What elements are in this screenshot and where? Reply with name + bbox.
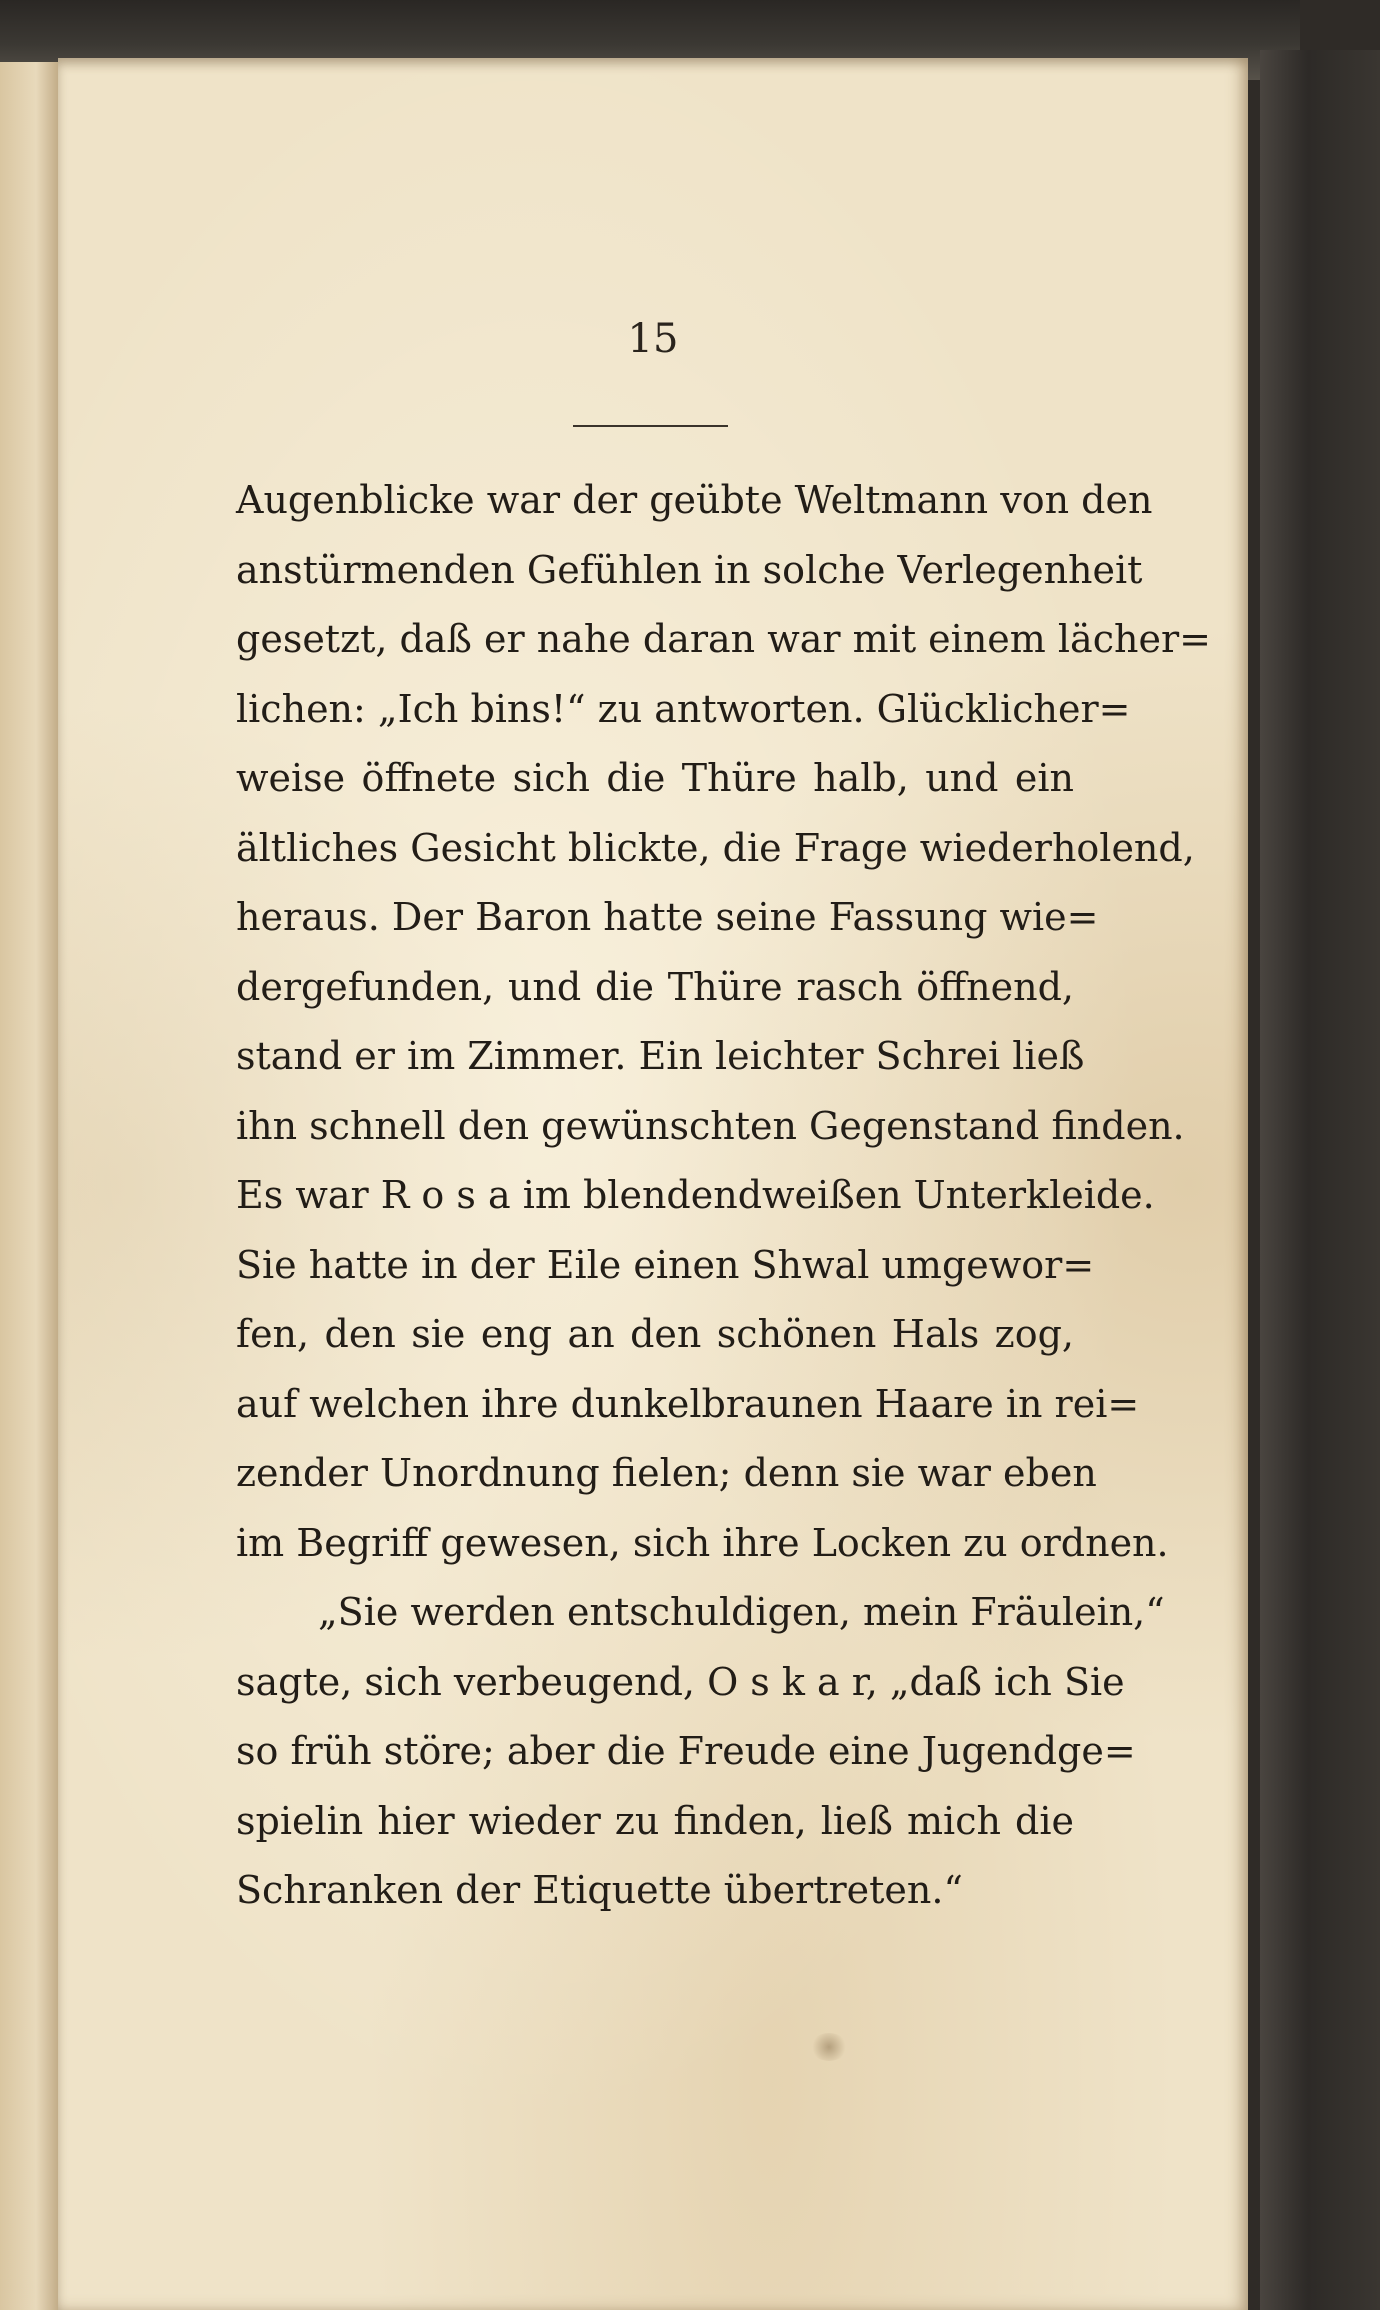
facing-page-edge bbox=[0, 62, 60, 2310]
text-line: spielin hier wieder zu finden, ließ mich die bbox=[236, 1798, 1074, 1843]
page-number: 15 bbox=[627, 316, 679, 362]
page-number-rule bbox=[573, 425, 728, 427]
book-page bbox=[58, 58, 1248, 2310]
text-line: so früh störe; aber die Freude eine Jugendge= bbox=[236, 1729, 1136, 1773]
text-line: gesetzt, daß er nahe daran war mit einem lächer= bbox=[236, 617, 1211, 661]
text-line: Augenblicke war der geübte Weltmann von den bbox=[236, 478, 1153, 522]
text-line: anstürmenden Gefühlen in solche Verlegenheit bbox=[236, 547, 1143, 592]
text-line: auf welchen ihre dunkelbraunen Haare in rei= bbox=[236, 1381, 1140, 1426]
page-body-text bbox=[236, 466, 1211, 1926]
text-line: „Sie werden entschuldigen, mein Fräulein,“ bbox=[318, 1590, 1165, 1634]
text-line: heraus. Der Baron hatte seine Fassung wie= bbox=[236, 895, 1099, 939]
text-line: Es war R o s a im blendendweißen Unterkleide. bbox=[236, 1173, 1155, 1217]
text-line: Sie hatte in der Eile einen Shwal umgewor= bbox=[236, 1242, 1095, 1287]
text-line: zender Unordnung fielen; denn sie war eben bbox=[236, 1451, 1097, 1495]
text-line: ältliches Gesicht blickte, die Frage wiederholend, bbox=[236, 825, 1195, 870]
book-cover-right-edge bbox=[1260, 50, 1380, 2310]
text-line: Schranken der Etiquette übertreten.“ bbox=[236, 1868, 963, 1912]
text-line: im Begriff gewesen, sich ihre Locken zu ordnen. bbox=[236, 1520, 1169, 1565]
text-line: stand er im Zimmer. Ein leichter Schrei ließ bbox=[236, 1034, 1085, 1078]
text-line: fen, den sie eng an den schönen Hals zog, bbox=[236, 1312, 1074, 1356]
paper-stain bbox=[810, 2033, 848, 2061]
text-line: weise öffnete sich die Thüre halb, und ein bbox=[236, 756, 1074, 800]
text-line: lichen: „Ich bins!“ zu antworten. Glücklicher= bbox=[236, 686, 1131, 731]
text-line: ihn schnell den gewünschten Gegenstand finden. bbox=[236, 1103, 1185, 1148]
text-line: sagte, sich verbeugend, O s k a r, „daß ich Sie bbox=[236, 1659, 1125, 1704]
text-line: dergefunden, und die Thüre rasch öffnend, bbox=[236, 964, 1074, 1009]
